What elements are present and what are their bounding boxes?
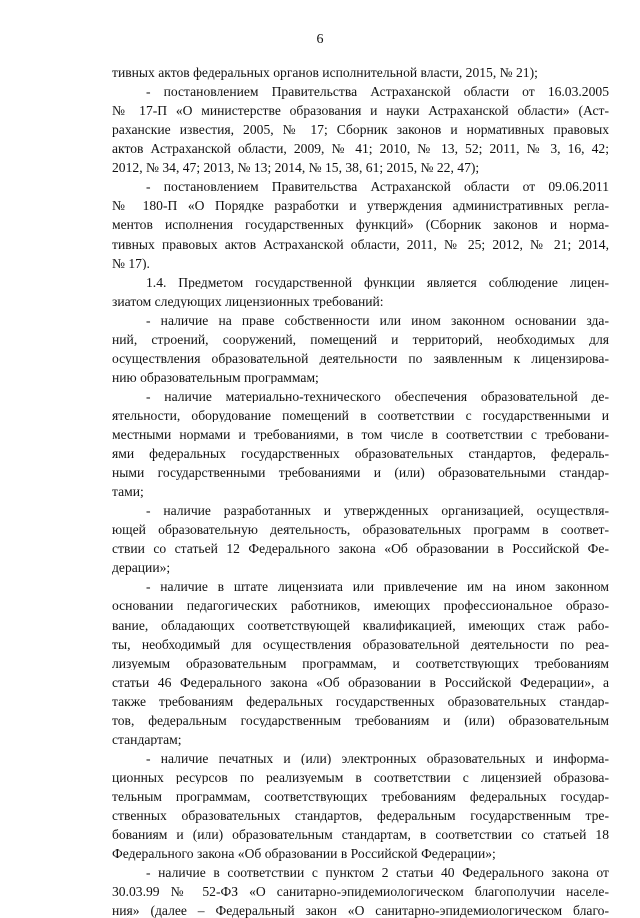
text-line: дерации»; [112, 561, 171, 575]
text-line: - постановлением Правительства Астраханской области от 16.03.2005 [146, 85, 609, 99]
text-line: нию образовательным программам; [112, 370, 319, 385]
text-line: зиатом следующих лицензионных требований: [112, 294, 384, 309]
text-line: 2012, № 34, 47; 2013, № 13; 2014, № 15, 38, 61; 2015, № 22, 47); [112, 161, 480, 175]
text-line: ний, строений, сооружений, помещений и территорий, необходимых для [112, 332, 609, 347]
text-line: Федерального закона «Об образовании в Российской Федерации»; [112, 847, 496, 861]
text-line: лизуемым образовательным программам, и соответствующих требованиям [112, 656, 609, 671]
text-line: - наличие в штате лицензиата или привлечение им на ином законном [146, 580, 609, 594]
text-line: стандартам; [112, 732, 182, 747]
text-line: ционных ресурсов по реализуемым в соответствии с лицензией образова- [112, 770, 609, 785]
text-line: 30.03.99 № 52-ФЗ «О санитарно-эпидемиологическом благополучии населе- [112, 885, 609, 899]
text-line: тов, федеральным государственным требованиям и (или) образовательным [112, 713, 609, 728]
text-line: 1.4. Предметом государственной функции является соблюдение лицен- [146, 275, 609, 290]
text-line: вание, обладающих соответствующей квалификацией, имеющих стаж рабо- [112, 618, 609, 633]
text-line: № 180-П «О Порядке разработки и утверждения административных регла- [112, 199, 609, 213]
text-line: тельным программам, соответствующих требованиям федеральных государ- [112, 789, 609, 804]
text-line: ментов исполнения государственных функций» (Сборник законов и норма- [112, 218, 609, 232]
text-line: ствии со статьей 12 Федерального закона «Об образовании в Российской Фе- [112, 542, 609, 556]
text-line: осуществления образовательной деятельности по заявленным к лицензирова- [112, 351, 609, 366]
text-line: - наличие материально-технического обеспечения образовательной де- [146, 389, 609, 404]
text-line: - наличие печатных и (или) электронных образовательных и информа- [146, 751, 609, 766]
text-line: основании педагогических работников, имеющих профессиональное образо- [112, 599, 609, 613]
text-line: - наличие разработанных и утвержденных организацией, осуществля- [146, 504, 609, 518]
text-line: тивных правовых актов Астраханской области, 2011, № 25; 2012, № 21; 2014, [112, 237, 609, 252]
text-line: - постановлением Правительства Астраханской области от 09.06.2011 [146, 180, 609, 194]
text-line: бованиям и (или) образовательным стандартам, в соответствии со статьей 18 [112, 828, 609, 842]
text-line: ющей образовательную деятельность, образовательных программ в соответ- [112, 523, 609, 537]
text-line: № 17). [112, 256, 150, 271]
text-line: тивных актов федеральных органов исполнительной власти, 2015, № 21); [112, 66, 538, 80]
text-line: актов Астраханской области, 2009, № 41; 2010, № 13, 52; 2011, № 3, 16, 42; [112, 142, 609, 156]
text-line: ственных образовательных стандартов, федеральным государственным тре- [112, 809, 609, 823]
text-line: - наличие на праве собственности или ином законном основании зда- [146, 313, 609, 328]
text-line: - наличие в соответствии с пунктом 2 статьи 40 Федерального закона от [146, 866, 609, 880]
text-line: ями федеральных государственных образовательных стандартов, федераль- [112, 447, 609, 461]
text-line: ты, необходимый для осуществления образовательной деятельности по реа- [112, 637, 609, 652]
text-line: ятельности, оборудование помещений в соответствии с государственными и [112, 408, 609, 423]
text-line: раханские известия, 2005, № 17; Сборник законов и нормативных правовых [112, 123, 609, 137]
text-line: тами; [112, 485, 144, 499]
text-line: статьи 46 Федерального закона «Об образовании в Российской Федерации», а [112, 675, 609, 690]
text-line: № 17-П «О министерстве образования и науки Астраханской области» (Аст- [112, 104, 609, 118]
text-line: местными нормами и требованиями, в том числе в соответствии с требовани- [112, 427, 609, 442]
text-line: ния» (далее – Федеральный закон «О санитарно-эпидемиологическом благо- [112, 904, 609, 918]
text-line: также требованиям федеральных государственных образовательных стандар- [112, 694, 609, 709]
page-number: 6 [316, 32, 324, 47]
text-line: ными государственными требованиями и (или) образовательными стандар- [112, 466, 609, 480]
